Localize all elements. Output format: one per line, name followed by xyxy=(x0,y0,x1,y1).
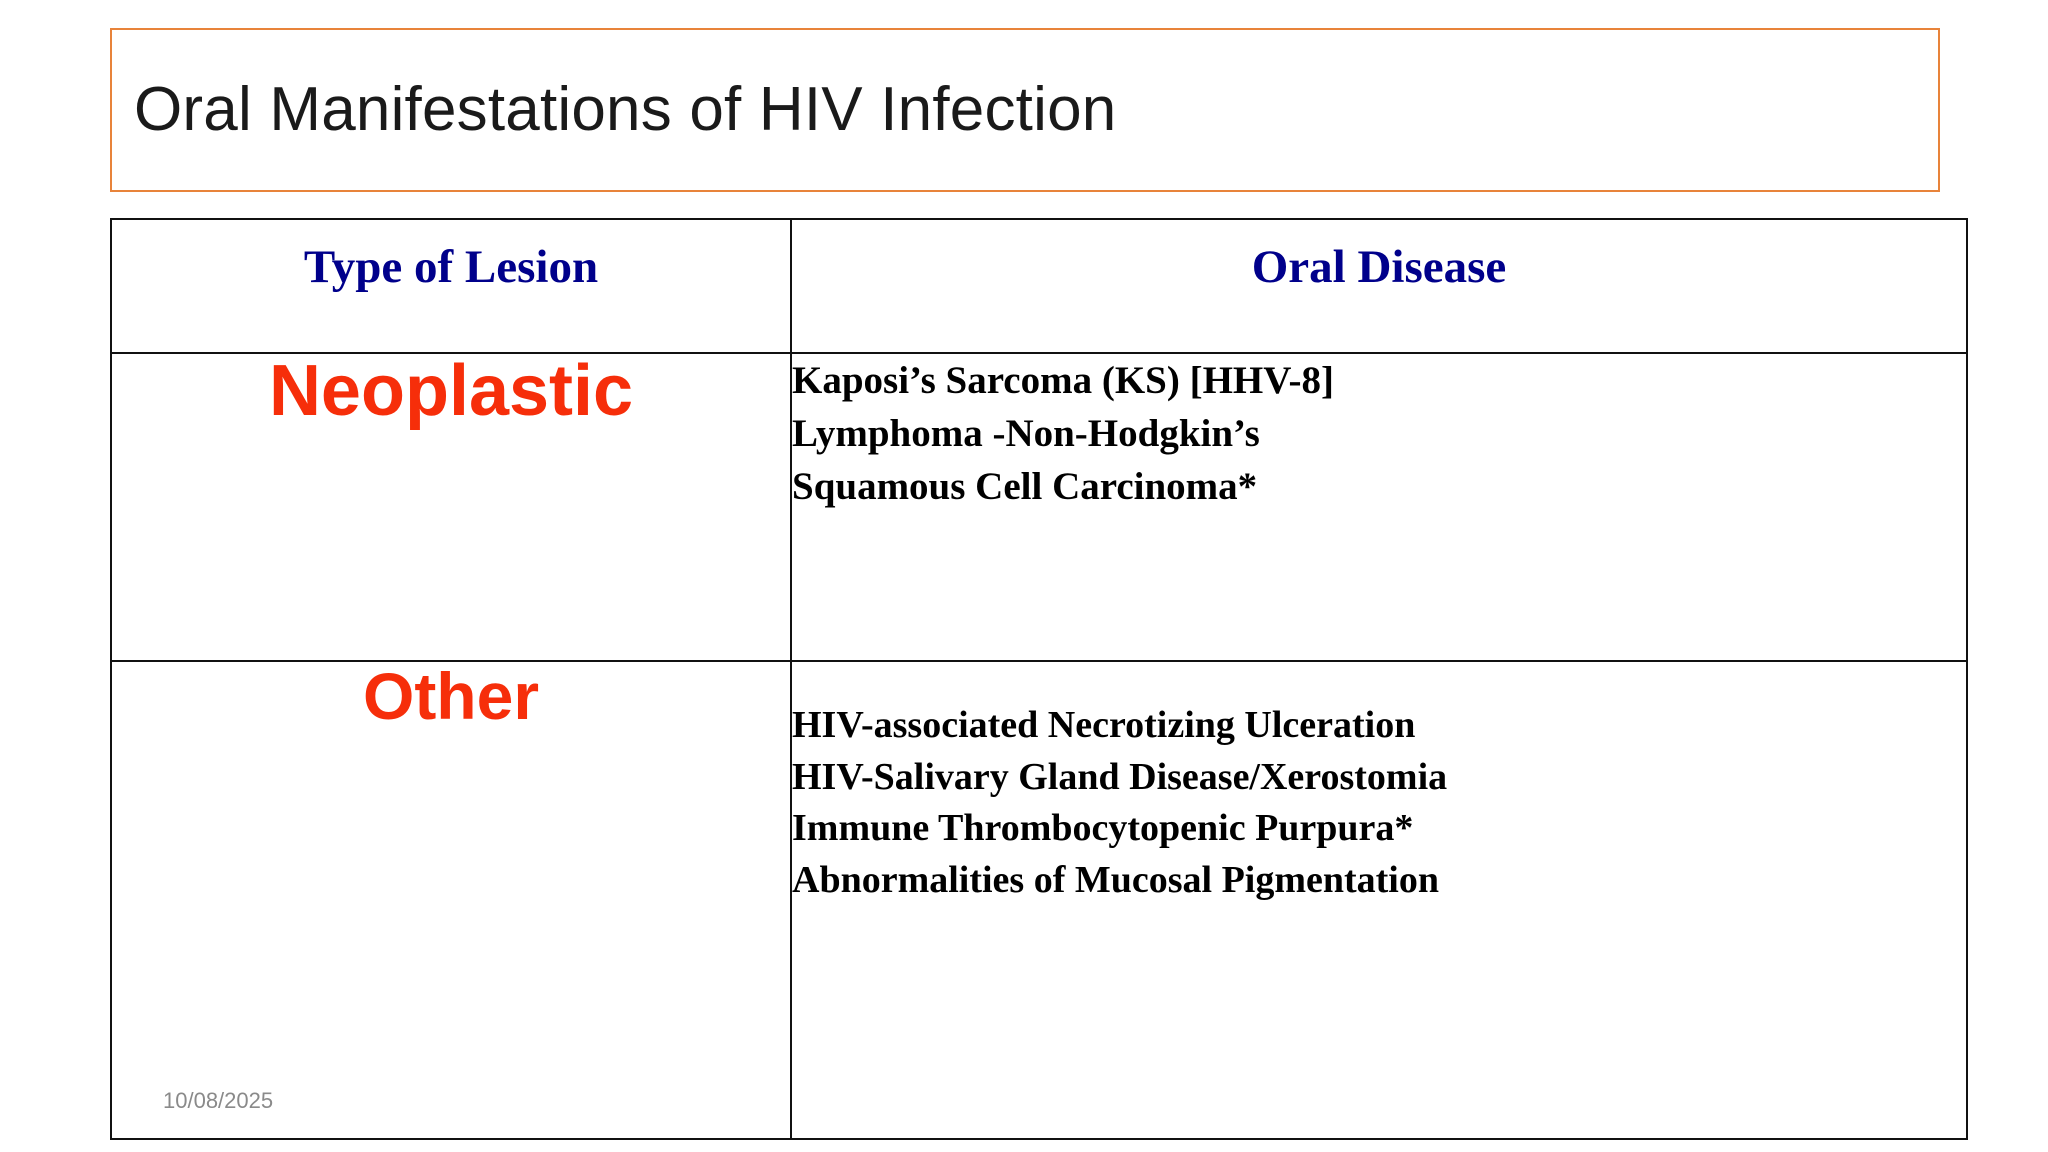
header-label-type-of-lesion: Type of Lesion xyxy=(303,241,599,293)
header-cell-type-of-lesion xyxy=(111,219,791,353)
slide-date: 10/08/2025 xyxy=(163,1088,274,1113)
list-item: Squamous Cell Carcinoma* xyxy=(792,465,1258,509)
lesion-type-label-neoplastic: Neoplastic xyxy=(268,351,634,431)
list-item: Lymphoma -Non-Hodgkin’s xyxy=(792,412,1260,456)
disease-list-neoplastic xyxy=(792,354,1966,513)
lesion-table-wrap xyxy=(110,218,1968,1138)
list-item: HIV-Salivary Gland Disease/Xerostomia xyxy=(792,755,1448,798)
page-title: Oral Manifestations of HIV Infection xyxy=(134,74,1117,144)
header-cell-oral-disease xyxy=(791,219,1967,353)
cell-oral-disease-neoplastic xyxy=(791,353,1967,661)
title-box xyxy=(110,28,1940,192)
cell-lesion-type-other xyxy=(111,661,791,1139)
list-item: HIV-associated Necrotizing Ulceration xyxy=(792,704,1416,746)
disease-list-other xyxy=(792,700,1966,907)
list-item: Immune Thrombocytopenic Purpura* xyxy=(792,807,1414,850)
lesion-table xyxy=(110,218,1968,1140)
table-row xyxy=(111,661,1967,1139)
header-label-oral-disease: Oral Disease xyxy=(1251,241,1507,293)
lesion-type-label-other: Other xyxy=(362,659,540,733)
cell-lesion-type-neoplastic xyxy=(111,353,791,661)
table-header-row xyxy=(111,219,1967,353)
list-item: Kaposi’s Sarcoma (KS) [HHV-8] xyxy=(792,359,1335,402)
list-item: Abnormalities of Mucosal Pigmentation xyxy=(792,859,1440,902)
table-row xyxy=(111,353,1967,661)
cell-oral-disease-other xyxy=(791,661,1967,1139)
